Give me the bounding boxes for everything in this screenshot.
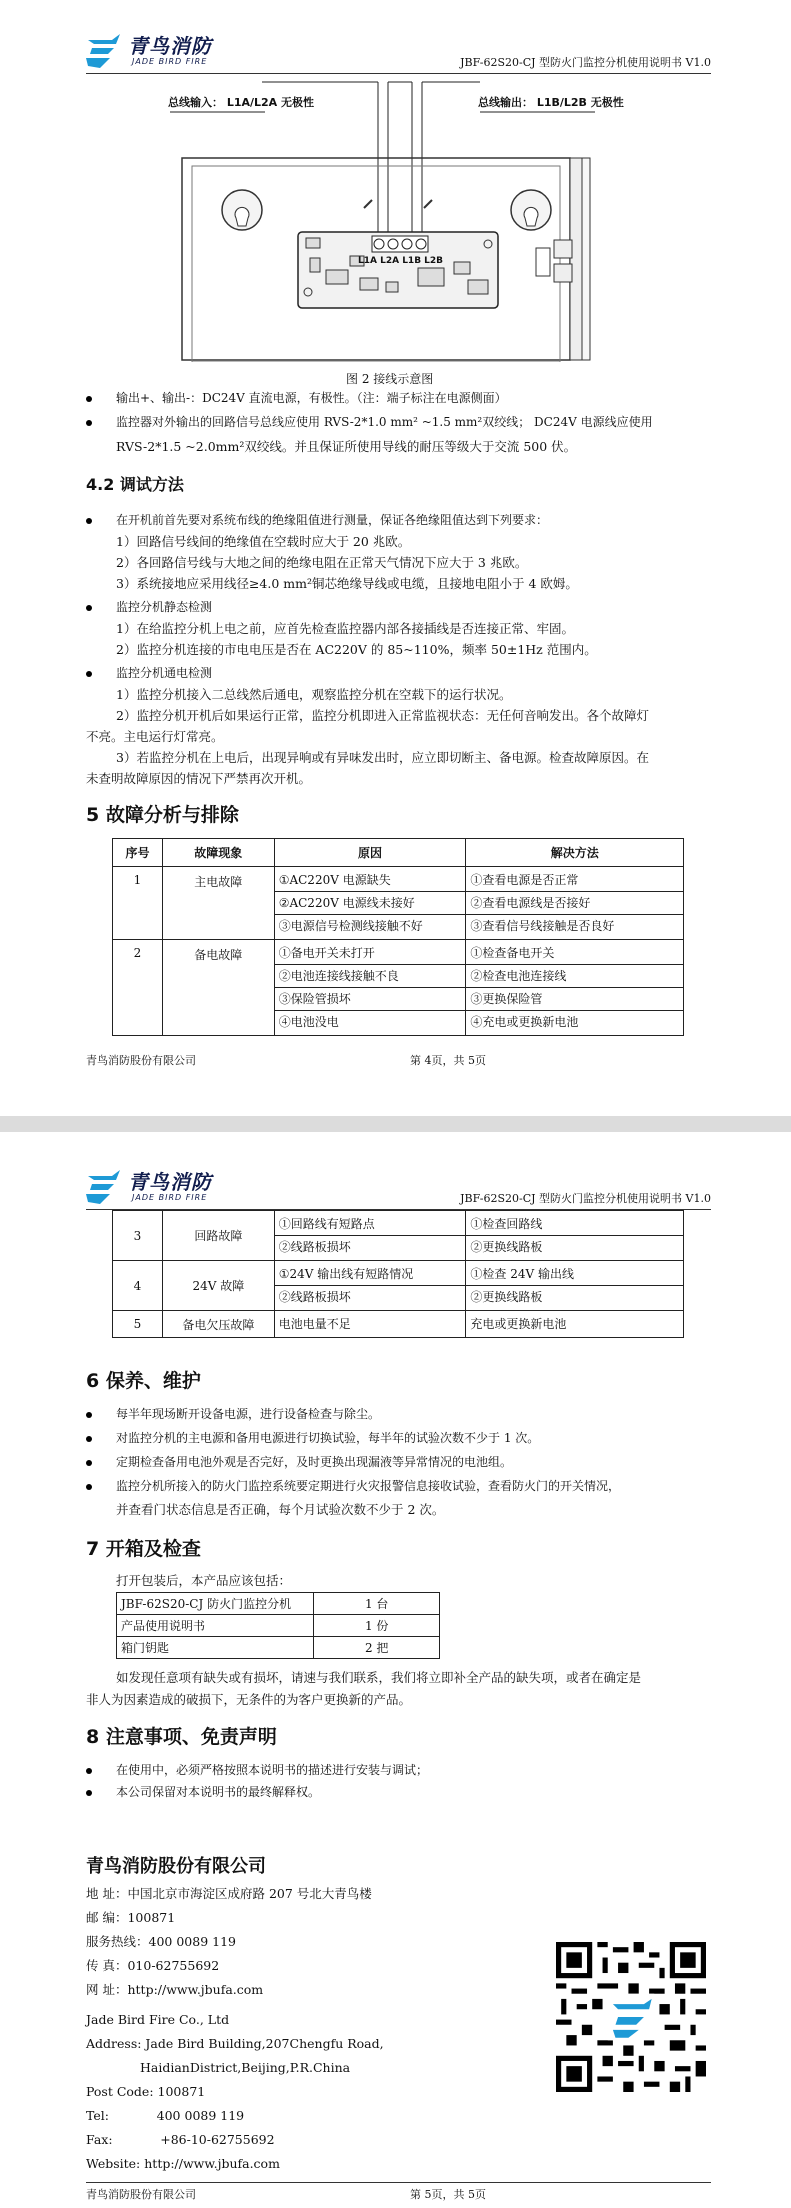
cause-item: 电池电量不足: [278, 1317, 351, 1331]
solution-item: ①检查回路线: [466, 1213, 683, 1236]
footer-company: 青鸟消防股份有限公司: [86, 1054, 196, 1067]
website-en: Website: http://www.jbufa.com: [86, 2156, 280, 2171]
table-row: [117, 1593, 440, 1615]
row-symptom: 备电欠压故障: [162, 1311, 274, 1338]
bullet-icon: [86, 671, 92, 677]
brand-logo: [86, 30, 226, 72]
cause-item: ②线路板损坏: [278, 1290, 351, 1304]
package-contents-table: [116, 1592, 440, 1659]
solution-item: ②更换线路板: [470, 1240, 543, 1254]
insulation-req-2: 2）各回路信号线与大地之间的绝缘电阻在正常天气情况下应大于 3 兆欧。: [116, 555, 528, 570]
brand-logo: [86, 1166, 226, 1208]
page-header: [86, 30, 711, 74]
bullet-icon: [86, 605, 92, 611]
contact-postcode: 邮 编：100871: [86, 1910, 176, 1925]
unboxing-note-cont: 非人为因素造成的破损下，无条件的为客户更换新的产品。: [86, 1692, 412, 1707]
cause-item: ③保险管损坏: [275, 988, 466, 1011]
maintenance-item: 定期检查备用电池外观是否完好，及时更换出现漏液等异常情况的电池组。: [116, 1454, 512, 1470]
solution-item: ①查看电源是否正常: [466, 869, 683, 892]
cause-item: ①24V 输出线有短路情况: [275, 1263, 466, 1286]
brand-subtitle: JADE BIRD FIRE: [132, 1193, 208, 1202]
bullet-icon: [86, 1460, 92, 1466]
static-test-heading: 监控分机静态检测: [116, 599, 212, 615]
fax-en: Fax: +86-10-62755692: [86, 2132, 275, 2147]
static-test-1: 1）在给监控分机上电之前，应首先检查监控器内部各接插线是否连接正常、牢固。: [116, 621, 574, 636]
wiring-diagram: [150, 80, 650, 362]
row-symptom: 主电故障: [162, 867, 274, 940]
page-separator: [0, 1116, 791, 1132]
maintenance-item: 对监控分机的主电源和备用电源进行切换试验，每半年的试验次数不少于 1 次。: [116, 1430, 539, 1446]
solution-item: 充电或更换新电池: [470, 1317, 567, 1331]
contact-address: 地 址：中国北京市海淀区成府路 207 号北大青鸟楼: [86, 1886, 372, 1901]
page-header: [86, 1166, 711, 1210]
power-on-test-2: 2）监控分机开机后如果运行正常，监控分机即进入正常监视状态：无任何音响发出。各个故障灯: [116, 708, 649, 723]
brand-name: 青鸟消防: [128, 34, 212, 58]
table-header-row: [113, 839, 684, 867]
address-en-cont: HaidianDistrict,Beijing,P.R.China: [140, 2060, 351, 2075]
item-name: 箱门钥匙: [117, 1637, 314, 1659]
bus-input-label: 总线输入： L1A/L2A 无极性: [168, 96, 315, 109]
solution-item: ③查看信号线接触是否良好: [470, 919, 615, 933]
row-causes: [274, 1211, 466, 1261]
power-on-test-2-cont: 不亮。主电运行灯常亮。: [86, 729, 224, 744]
contact-fax: 传 真：010-62755692: [86, 1958, 220, 1973]
cause-item: ①备电开关未打开: [275, 942, 466, 965]
section-7-title: 7 开箱及检查: [86, 1538, 201, 1560]
cause-item: ②电池连接线接触不良: [275, 965, 466, 988]
row-no: 1: [113, 867, 163, 940]
row-no: 5: [113, 1311, 163, 1338]
address-en: Address: Jade Bird Building,207Chengfu Road,: [86, 2036, 384, 2051]
wiring-note-cable-cont: RVS-2*1.5 ~2.0mm²双绞线。并且保证所使用导线的耐压等级大于交流 500 伏。: [116, 439, 577, 454]
bullet-icon: [86, 396, 92, 402]
page-footer: [86, 1048, 711, 1068]
row-solutions: [466, 1211, 684, 1261]
row-causes: [274, 940, 466, 1036]
document-title: JBF-62S20-CJ 型防火门监控分机使用说明书 V1.0: [460, 56, 711, 69]
fault-table-part1: [112, 838, 684, 1036]
table-row: [113, 940, 684, 1036]
row-solutions: [466, 1311, 684, 1338]
table-row: [117, 1637, 440, 1659]
solution-item: ①检查备电开关: [466, 942, 683, 965]
postcode-en: Post Code: 100871: [86, 2084, 206, 2099]
wiring-note-cable: 监控器对外输出的回路信号总线应使用 RVS-2*1.0 mm² ~1.5 mm²双绞线； DC24V 电源线应使用: [116, 414, 653, 430]
brand-subtitle: JADE BIRD FIRE: [132, 57, 208, 66]
section-8-title: 8 注意事项、免责声明: [86, 1726, 277, 1748]
item-name: JBF-62S20-CJ 防火门监控分机: [117, 1593, 314, 1615]
bird-logo-icon: [86, 32, 126, 70]
company-name-en: Jade Bird Fire Co., Ltd: [86, 2012, 230, 2027]
maintenance-item-cont: 并查看门状态信息是否正确，每个月试验次数不少于 2 次。: [116, 1502, 445, 1517]
unboxing-intro: 打开包装后，本产品应该包括：: [116, 1573, 292, 1588]
solution-item: ④充电或更换新电池: [470, 1015, 579, 1029]
cause-item: ④电池没电: [278, 1015, 339, 1029]
bullet-icon: [86, 518, 92, 524]
footer-page-number: 第 5页，共 5页: [410, 2188, 486, 2201]
tel-en: Tel: 400 0089 119: [86, 2108, 245, 2123]
row-symptom: 24V 故障: [162, 1261, 274, 1311]
unboxing-note: 如发现任意项有缺失或有损坏，请速与我们联系，我们将立即补全产品的缺失项，或者在确定是: [116, 1670, 642, 1685]
item-qty: 1 份: [314, 1615, 440, 1637]
section-4-2-title: 4.2 调试方法: [86, 475, 184, 494]
col-header-cause: 原因: [274, 839, 466, 867]
item-name: 产品使用说明书: [117, 1615, 314, 1637]
power-on-test-1: 1）监控分机接入二总线然后通电，观察监控分机在空载下的运行状况。: [116, 687, 512, 702]
cause-item: ②AC220V 电源线未接好: [275, 892, 466, 915]
notice-item: 在使用中，必须严格按照本说明书的描述进行安装与调试；: [116, 1762, 428, 1778]
row-causes: [274, 1311, 466, 1338]
cause-item: ③电源信号检测线接触不好: [278, 919, 423, 933]
cabinet-drawing: [150, 80, 650, 362]
bus-output-label: 总线输出： L1B/L2B 无极性: [478, 96, 624, 109]
terminal-labels: L1A L2A L1B L2B: [358, 256, 444, 266]
fault-table-part2: [112, 1210, 684, 1338]
bullet-icon: [86, 1790, 92, 1796]
bullet-icon: [86, 420, 92, 426]
figure-caption: 图 2 接线示意图: [346, 372, 434, 386]
bullet-icon: [86, 1768, 92, 1774]
bullet-icon: [86, 1436, 92, 1442]
row-solutions: [466, 867, 684, 940]
page-5: [0, 1132, 791, 2208]
solution-item: ②检查电池连接线: [466, 965, 683, 988]
page-footer: [86, 2182, 711, 2202]
contact-website: 网 址：http://www.jbufa.com: [86, 1982, 264, 1997]
bird-logo-icon: [86, 1168, 126, 1206]
table-row: [113, 867, 684, 940]
row-symptom: 回路故障: [162, 1211, 274, 1261]
cause-item: ①回路线有短路点: [275, 1213, 466, 1236]
solution-item: ③更换保险管: [466, 988, 683, 1011]
item-qty: 2 把: [314, 1637, 440, 1659]
insulation-req-3: 3）系统接地应采用线径≥4.0 mm²铜芯绝缘导线或电缆，且接地电阻小于 4 欧姆。: [116, 576, 578, 591]
document-title: JBF-62S20-CJ 型防火门监控分机使用说明书 V1.0: [460, 1192, 711, 1205]
notice-item: 本公司保留对本说明书的最终解释权。: [116, 1784, 320, 1800]
bullet-icon: [86, 1412, 92, 1418]
solution-item: ②更换线路板: [470, 1290, 543, 1304]
power-on-test-3: 3）若监控分机在上电后，出现异响或有异味发出时，应立即切断主、备电源。检查故障原因。在: [116, 750, 649, 765]
wiring-note-output: 输出+、输出-：DC24V 直流电源，有极性。（注：端子标注在电源侧面）: [116, 390, 507, 406]
row-solutions: [466, 940, 684, 1036]
row-solutions: [466, 1261, 684, 1311]
footer-rule: [86, 2182, 711, 2183]
row-causes: [274, 1261, 466, 1311]
row-no: 3: [113, 1211, 163, 1261]
cause-item: ②线路板损坏: [278, 1240, 351, 1254]
col-header-no: 序号: [113, 839, 163, 867]
row-no: 4: [113, 1261, 163, 1311]
static-test-2: 2）监控分机连接的市电电压是否在 AC220V 的 85~110%，频率 50±1Hz 范围内。: [116, 642, 597, 657]
contact-hotline: 服务热线：400 0089 119: [86, 1934, 236, 1949]
brand-name: 青鸟消防: [128, 1170, 212, 1194]
row-symptom: 备电故障: [162, 940, 274, 1036]
item-qty: 1 台: [314, 1593, 440, 1615]
table-row: [113, 1261, 684, 1311]
solution-item: ①检查 24V 输出线: [466, 1263, 683, 1286]
footer-page-number: 第 4页，共 5页: [410, 1054, 486, 1067]
section-6-title: 6 保养、维护: [86, 1370, 201, 1392]
power-on-test-heading: 监控分机通电检测: [116, 665, 212, 681]
insulation-req-1: 1）回路信号线间的绝缘值在空载时应大于 20 兆欧。: [116, 534, 411, 549]
company-name-cn: 青鸟消防股份有限公司: [86, 1856, 266, 1877]
table-row: [117, 1615, 440, 1637]
qr-code-icon: [556, 1942, 706, 2092]
col-header-solution: 解决方法: [466, 839, 684, 867]
table-row: [113, 1311, 684, 1338]
section-5-title: 5 故障分析与排除: [86, 804, 239, 826]
power-on-test-3-cont: 未查明故障原因的情况下严禁再次开机。: [86, 771, 312, 786]
insulation-intro: 在开机前首先要对系统布线的绝缘阻值进行测量，保证各绝缘阻值达到下列要求：: [116, 512, 548, 528]
row-no: 2: [113, 940, 163, 1036]
col-header-symptom: 故障现象: [162, 839, 274, 867]
row-causes: [274, 867, 466, 940]
bullet-icon: [86, 1484, 92, 1490]
maintenance-item: 监控分机所接入的防火门监控系统要定期进行火灾报警信息接收试验，查看防火门的开关情况，: [116, 1478, 620, 1494]
solution-item: ②查看电源线是否接好: [466, 892, 683, 915]
footer-company: 青鸟消防股份有限公司: [86, 2188, 196, 2201]
cause-item: ①AC220V 电源缺失: [275, 869, 466, 892]
table-row: [113, 1211, 684, 1261]
maintenance-item: 每半年现场断开设备电源，进行设备检查与除尘。: [116, 1406, 380, 1422]
